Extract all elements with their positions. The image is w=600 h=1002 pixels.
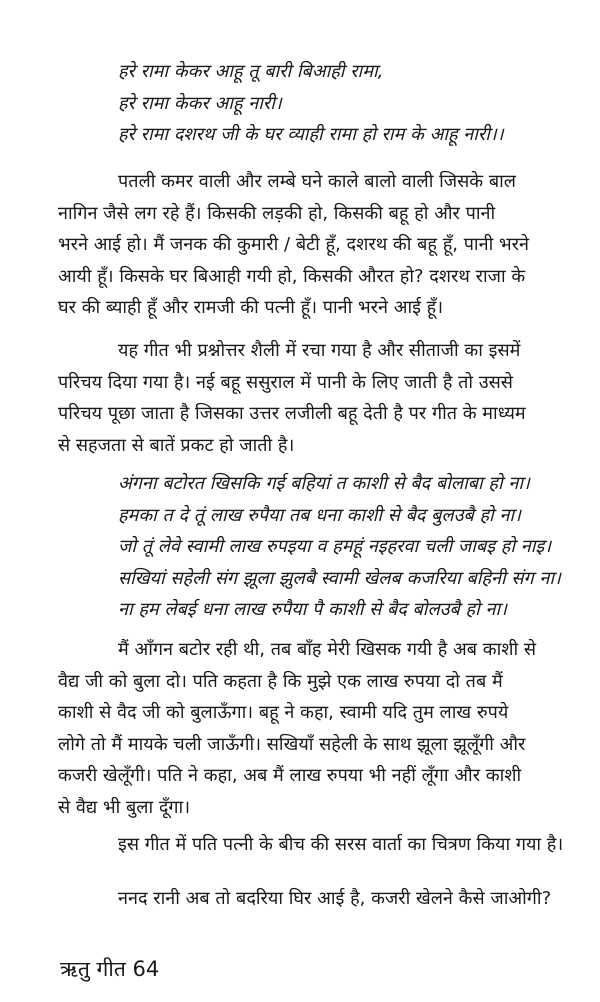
paragraph-2 (58, 335, 588, 461)
paragraph-line: आयी हूँ। किसके घर बिआही गयी हो, किसकी औरत हो? दशरथ राजा के (58, 265, 526, 287)
verse-line: सखियां सहेली संग झूला झुलबै स्वामी खेलब कजरिया बहिनी संग ना। (118, 567, 561, 589)
paragraph-line: वैद्य जी को बुला दो। पति कहता है कि मुझे एक लाख रुपया दो तब मैं (58, 670, 503, 692)
paragraph-line: भरने आई हो। मैं जनक की कुमारी / बेटी हूँ, दशरथ की बहू हूँ, पानी भरने (58, 234, 529, 255)
paragraph-line: से सहजता से बातें प्रकट हो जाती है। (58, 434, 295, 456)
paragraph-1 (58, 166, 588, 324)
verse-1 (118, 56, 588, 151)
verse-2 (118, 468, 588, 626)
paragraph-line: काशी से वैद जी को बुलाऊँगा। बहू ने कहा, स्वामी यदि तुम लाख रुपये (58, 702, 509, 723)
verse-line: जो तूं लेवे स्वामी लाख रुपइया व हमहूं नइहरवा चली जाबइ हो नाइ। (118, 536, 552, 557)
paragraph-line: इस गीत में पति पत्नी के बीच की सरस वार्ता का चित्रण किया गया है। (118, 834, 564, 855)
paragraph-line: यह गीत भी प्रश्नोत्तर शैली में रचा गया है और सीताजी का इसमें (118, 340, 521, 361)
paragraph-line: ननद रानी अब तो बदरिया घिर आई है, कजरी खेलने कैसे जाओगी? (118, 888, 552, 909)
paragraph-line: लोगे तो मैं मायके चली जाऊँगी। सखियाँ सहेली के साथ झूला झूलूँगी और (58, 733, 526, 755)
verse-line: हरे रामा केकर आहू तू बारी बिआही रामा, (118, 61, 384, 82)
page-footer: ऋतु गीत 64 (60, 957, 160, 981)
paragraph-line: परिचय दिया गया है। नई बहू ससुराल में पानी के लिए जाती है तो उससे (58, 371, 513, 393)
paragraph-line: नागिन जैसे लग रहे हैं। किसकी लड़की हो, किसकी बहू हो और पानी (58, 202, 496, 224)
paragraph-line: कजरी खेलूँगी। पति ने कहा, अब मैं लाख रुपया भी नहीं लूँगा और काशी (58, 765, 522, 786)
verse-line: हमका त दे तूं लाख रुपैया तब धना काशी से बैद बुलउबै हो ना। (118, 504, 521, 526)
verse-line: ना हम लेबई धना लाख रुपैया पै काशी से बैद बोलउबै हो ना। (118, 599, 507, 620)
paragraph-line: घर की ब्याही हूँ और रामजी की पत्नी हूँ। पानी भरने आई हूँ। (58, 297, 444, 318)
paragraph-5 (118, 883, 588, 915)
paragraph-line: से वैद्य भी बुला दूँगा। (58, 796, 191, 818)
verse-line: हरे रामा दशरथ जी के घर व्याही रामा हो राम के आहू नारी।। (118, 124, 504, 145)
verse-line: अंगना बटोरत खिसकि गई बहियां त काशी से बैद बोलाबा हो ना। (118, 473, 530, 494)
paragraph-3 (58, 634, 588, 823)
paragraph-line: पतली कमर वाली और लम्बे घने काले बालो वाली जिसके बाल (118, 171, 516, 192)
verse-line: हरे रामा केकर आहू नारी। (118, 92, 282, 114)
paragraph-4 (118, 829, 588, 861)
paragraph-line: मैं आँगन बटोर रही थी, तब बाँह मेरी खिसक गयी है अब काशी से (118, 639, 537, 660)
paragraph-line: परिचय पूछा जाता है जिसका उत्तर लजीली बहू देती है पर गीत के माध्यम (58, 403, 526, 424)
